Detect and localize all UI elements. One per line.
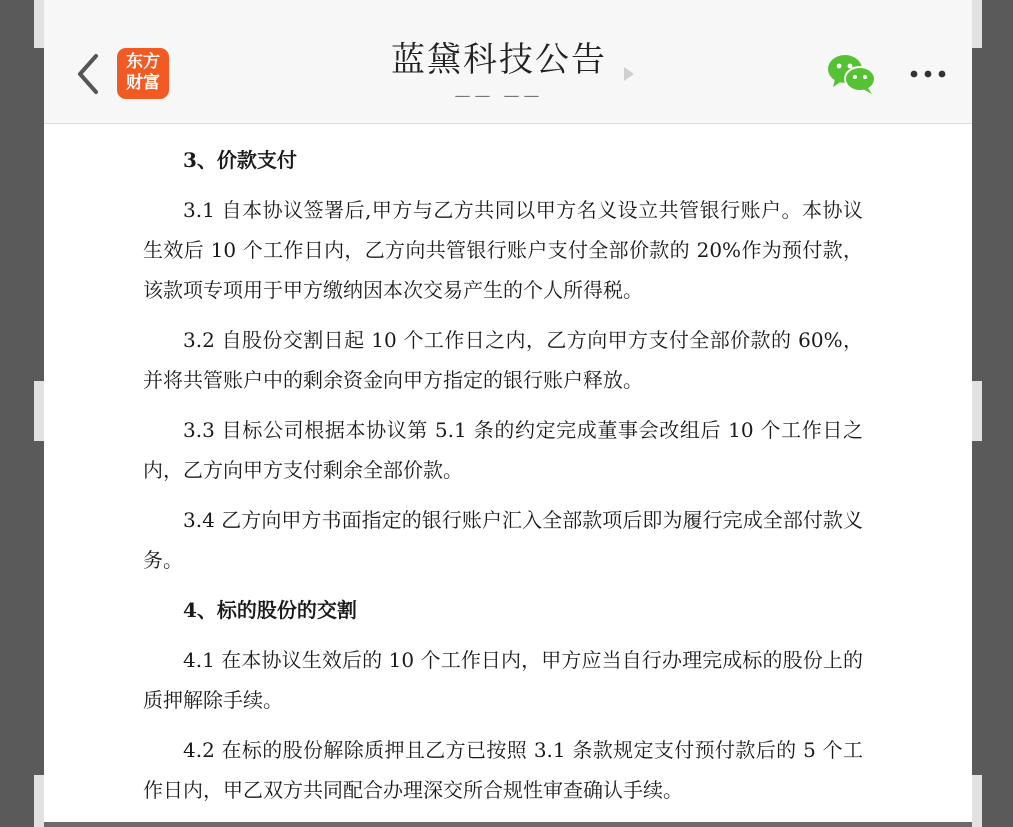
logo-text-line1: 东方 <box>126 52 160 72</box>
bottom-edge-bar <box>44 822 972 827</box>
wechat-share-icon[interactable] <box>827 52 877 96</box>
left-edge-strip-mid <box>34 381 44 441</box>
section-heading-4: 4、标的股份的交割 <box>183 598 357 622</box>
announcement-body <box>143 140 863 820</box>
top-navigation-bar <box>44 0 972 124</box>
clause-3-2: 3.2 自股份交割日起 10 个工作日之内，乙方向甲方支付全部价款的 60%，并将共管账户中的剩余资金向甲方指定的银行账户释放。 <box>143 328 863 392</box>
section-heading-3: 3、价款支付 <box>183 148 297 172</box>
left-edge-strip-bottom <box>34 775 44 827</box>
page-title: 蓝黛科技公告 <box>391 40 607 80</box>
play-triangle-icon <box>622 66 636 82</box>
page-subtitle: —— —— <box>454 86 544 105</box>
clause-3-1: 3.1 自本协议签署后,甲方与乙方共同以甲方名义设立共管银行账户。本协议生效后 10 个工作日内，乙方向共管银行账户支付全部价款的 20%作为预付款，该款项专项用于甲方缴纳因本次交易产生的个人所得税。 <box>143 198 863 302</box>
eastmoney-logo[interactable] <box>117 48 169 99</box>
clause-3-3: 3.3 目标公司根据本协议第 5.1 条的约定完成董事会改组后 10 个工作日之内，乙方向甲方支付剩余全部价款。 <box>143 418 863 482</box>
right-edge-strip-bottom <box>972 775 982 827</box>
right-edge-strip-mid <box>972 381 982 441</box>
app-screen <box>44 0 972 827</box>
logo-text-line2: 财富 <box>126 73 160 93</box>
back-arrow-icon[interactable] <box>74 52 104 96</box>
clause-3-4: 3.4 乙方向甲方书面指定的银行账户汇入全部款项后即为履行完成全部付款义务。 <box>143 508 863 572</box>
clause-4-1: 4.1 在本协议生效后的 10 个工作日内，甲方应当自行办理完成标的股份上的质押解除手续。 <box>143 648 863 712</box>
left-edge-strip-top <box>34 0 44 48</box>
more-options-icon[interactable] <box>908 66 948 80</box>
right-edge-strip-top <box>972 0 982 48</box>
clause-4-2: 4.2 在标的股份解除质押且乙方已按照 3.1 条款规定支付预付款后的 5 个工作日内，甲乙双方共同配合办理深交所合规性审查确认手续。 <box>143 738 863 802</box>
